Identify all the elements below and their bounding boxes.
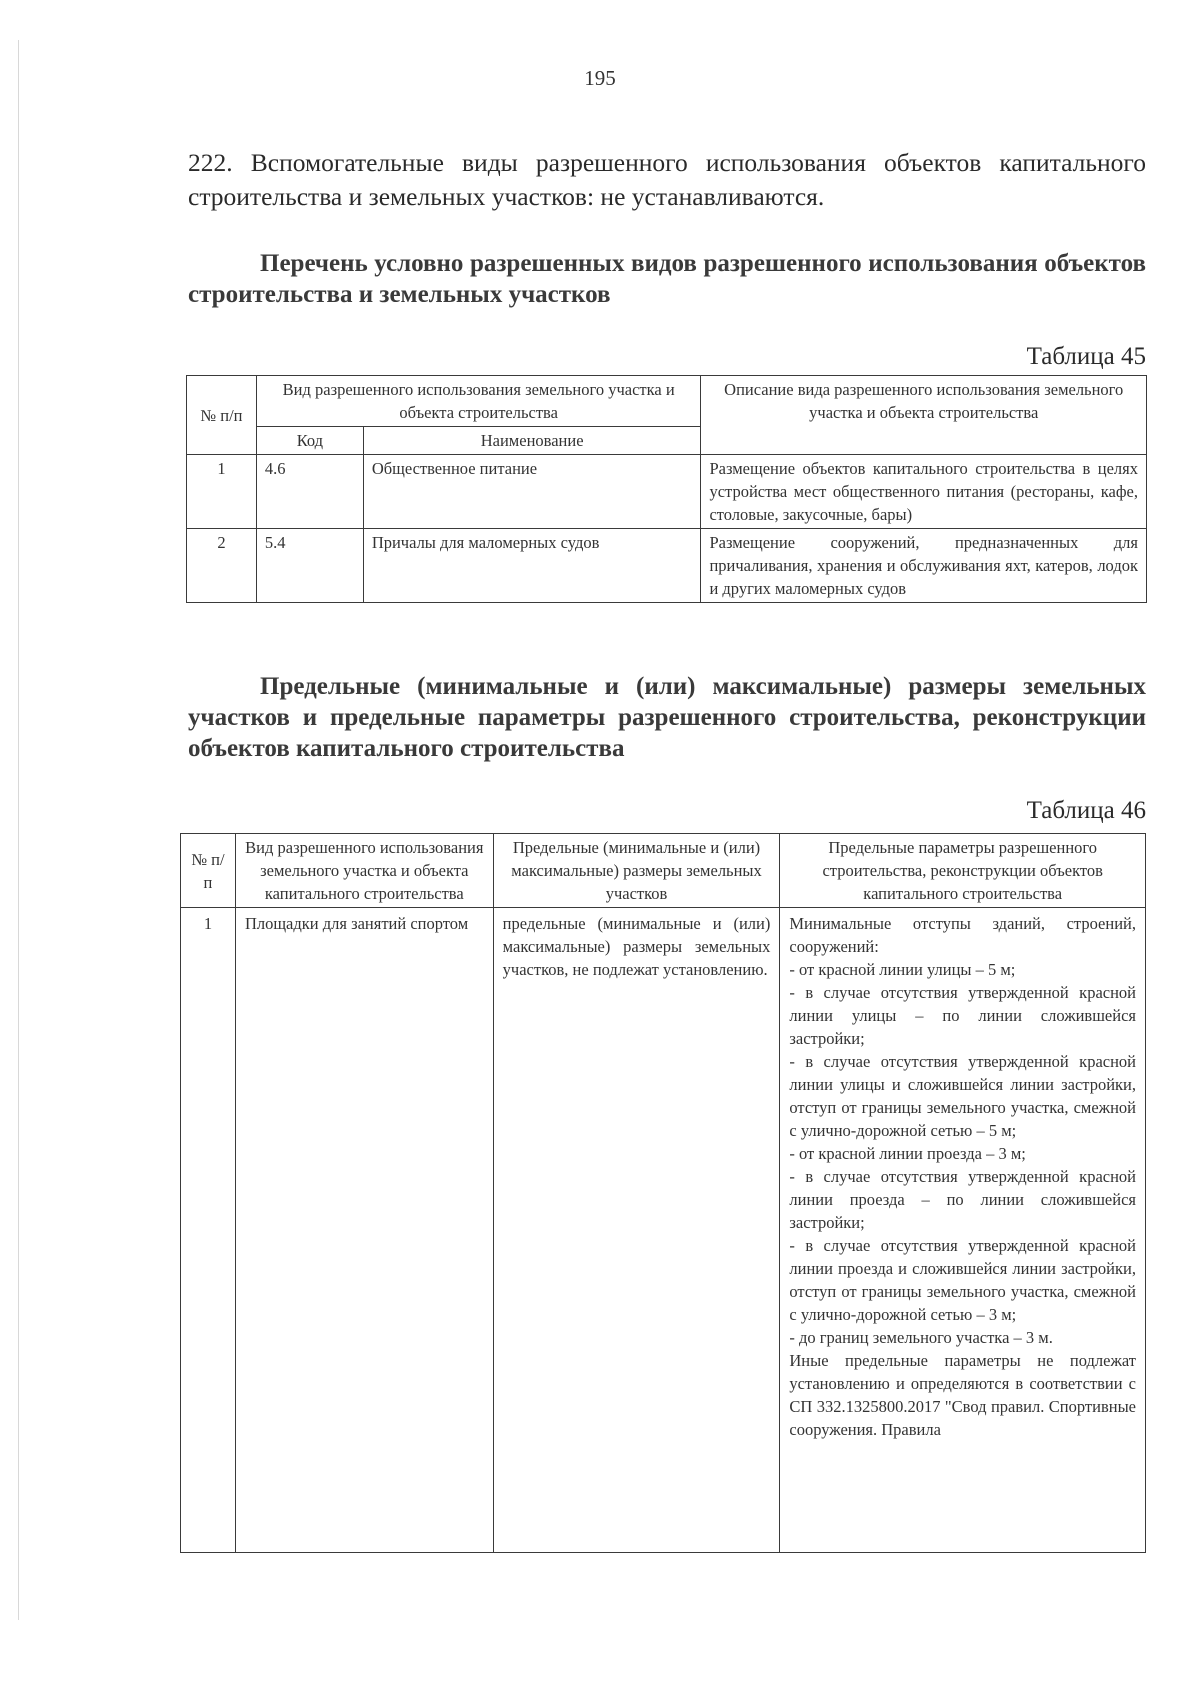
t46-header-params: Предельные параметры разрешенного строительства, реконструкции объектов капитального строительства [780,834,1146,908]
param-line: - от красной линии проезда – 3 м; [789,1144,1026,1163]
scan-edge-line [18,40,19,1620]
t45-header-name: Наименование [363,427,701,455]
heading-conditional-uses-text: Перечень условно разрешенных видов разрешенного использования объектов строительства и земельных участков [188,250,1146,308]
t45-cell-num: 2 [187,529,257,603]
heading-conditional-uses [188,248,1146,310]
heading-limit-parameters [188,671,1146,764]
page-number: 195 [584,66,616,90]
table-row [187,529,1147,603]
t45-header-code: Код [256,427,363,455]
t45-cell-name: Причалы для маломерных судов [363,529,701,603]
param-line: - от красной линии улицы – 5 м; [789,960,1016,979]
table-45 [186,375,1147,603]
param-line: - до границ земельного участка – 3 м. [789,1328,1053,1347]
t46-header-use: Вид разрешенного использования земельного участка и объекта капитального строительства [235,834,493,908]
heading-limit-parameters-text: Предельные (минимальные и (или) максимальные) размеры земельных участков и предельные параметры разрешенного строительства, реконструкции объектов капитального строительства [188,673,1146,762]
param-line: - в случае отсутствия утвержденной красной линии улицы и сложившейся линии застройки, отступ от границы земельного участка, смежной с улично-дорожной сетью – 5 м; [789,1052,1136,1140]
t46-cell-use: Площадки для занятий спортом [235,908,493,1553]
t45-cell-description: Размещение объектов капитального строительства в целях устройства мест общественного питания (рестораны, кафе, столовые, закусочные, бары) [701,455,1147,529]
table-46-caption: Таблица 46 [1026,797,1146,824]
t46-cell-params [780,908,1146,1553]
t46-header-num: № п/п [181,834,236,908]
t46-header-limits: Предельные (минимальные и (или) максимальные) размеры земельных участков [493,834,780,908]
param-line: - в случае отсутствия утвержденной красной линии проезда и сложившейся линии застройки, отступ от границы земельного участка, смежной с улично-дорожной сетью – 3 м; [789,1236,1136,1324]
table-45-caption: Таблица 45 [1026,343,1146,370]
table-row [181,908,1146,1553]
t45-header-description: Описание вида разрешенного использования земельного участка и объекта строительства [701,376,1147,455]
param-line: Минимальные отступы зданий, строений, сооружений: [789,914,1136,956]
param-line: - в случае отсутствия утвержденной красной линии улицы – по линии сложившейся застройки; [789,983,1136,1048]
t45-cell-name: Общественное питание [363,455,701,529]
param-line: Иные предельные параметры не подлежат установлению и определяются в соответствии с СП 332.1325800.2017 "Свод правил. Спортивные сооружения. Правила [789,1351,1136,1439]
t45-cell-code: 5.4 [256,529,363,603]
table-row [187,455,1147,529]
t46-cell-num: 1 [181,908,236,1553]
t45-cell-num: 1 [187,455,257,529]
t45-cell-description: Размещение сооружений, предназначенных для причаливания, хранения и обслуживания яхт, катеров, лодок и других маломерных судов [701,529,1147,603]
table-46 [180,833,1146,1553]
paragraph-222: 222. Вспомогательные виды разрешенного использования объектов капитального строительства и земельных участков: не устанавливаются. [188,148,1146,211]
t46-cell-limits: предельные (минимальные и (или) максимальные) размеры земельных участков, не подлежат установлению. [493,908,780,1553]
param-line: - в случае отсутствия утвержденной красной линии проезда – по линии сложившейся застройки; [789,1167,1136,1232]
t45-header-group: Вид разрешенного использования земельного участка и объекта строительства [256,376,701,427]
t45-header-num: № п/п [187,376,257,455]
t45-cell-code: 4.6 [256,455,363,529]
